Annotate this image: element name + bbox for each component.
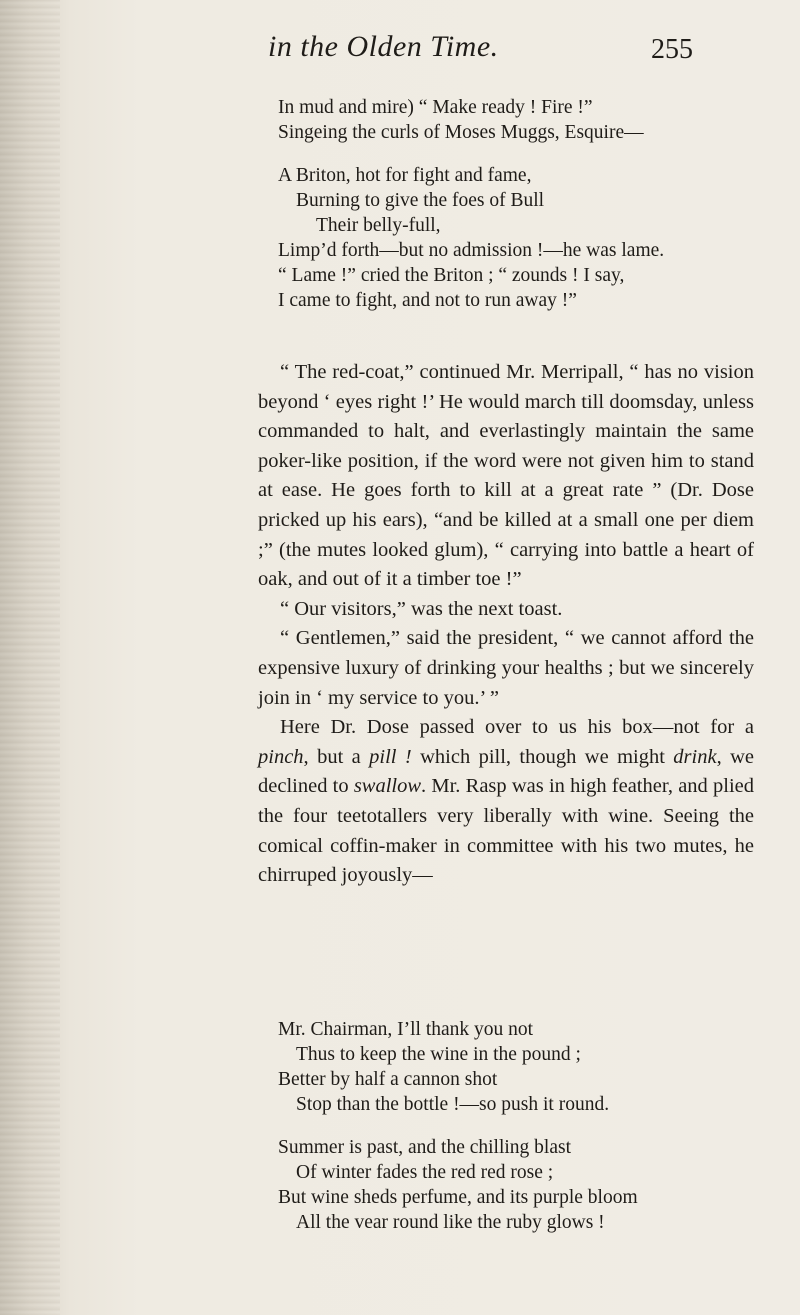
verse-line: A Briton, hot for fight and fame, [278, 165, 532, 186]
verse-line: I came to fight, and not to run away !” [278, 290, 577, 311]
verse-line: In mud and mire) “ Make ready ! Fire !” [278, 97, 593, 118]
italic-word: pinch [258, 745, 304, 768]
stanza-gap [278, 1117, 638, 1135]
paragraph: “ Gentlemen,” said the president, “ we cannot afford the expensive luxury of drinking your healths ; but we sincerely join in ‘ my service to you.’ ” [258, 627, 754, 709]
verse-line: “ Lame !” cried the Briton ; “ zounds ! I say, [278, 265, 625, 286]
page-number: 255 [651, 34, 693, 65]
verse-line: Burning to give the foes of Bull [296, 190, 545, 211]
verse-line: Stop than the bottle !—so push it round. [296, 1094, 610, 1115]
running-title: in the Olden Time. [268, 30, 499, 63]
verse-line: All the vear round like the ruby glows ! [296, 1212, 605, 1233]
verse-top [278, 95, 664, 313]
italic-word: swallow [353, 775, 422, 798]
verse-line: Their belly-full, [316, 215, 441, 236]
verse-line: Singeing the curls of Moses Muggs, Esquire— [278, 122, 644, 143]
paragraph: “ Our visitors,” was the next toast. [280, 597, 563, 620]
page-header [0, 30, 800, 80]
verse-line: Summer is past, and the chilling blast [278, 1137, 572, 1158]
verse-line: Thus to keep the wine in the pound ; [296, 1044, 581, 1065]
paragraph: Here Dr. Dose passed over to us his box—not for a pinch, but a pill ! which pill, though we might drink, we declined to swallow. Mr. Rasp was in high feather, and plied the four teetotallers very liberally with wine. Seeing the comical coffin-maker in committee with his two mutes, he chirruped joyously— [258, 716, 755, 887]
verse-line: Of winter fades the red red rose ; [296, 1162, 554, 1183]
verse-line: Mr. Chairman, I’ll thank you not [278, 1019, 534, 1040]
paragraph: “ The red-coat,” continued Mr. Merripall, “ has no vision beyond ‘ eyes right !’ He would march till doomsday, unless commanded to halt, and everlastingly maintain the same poker-like position, if the word were not given him to stand at ease. He goes forth to kill at a great rate ” (Dr. Dose pricked up his ears), “and be killed at a small one per diem ;” (the mutes looked glum), “ carrying into battle a heart of oak, and out of it a timber toe !” [258, 361, 754, 591]
verse-line: Better by half a cannon shot [278, 1069, 498, 1090]
prose-body [258, 358, 754, 891]
stanza-gap [278, 145, 664, 163]
verse-bottom [278, 1017, 638, 1235]
verse-line: Limp’d forth—but no admission !—he was lame. [278, 240, 665, 261]
italic-word: pill ! [369, 745, 412, 768]
italic-word: drink [673, 745, 717, 768]
page-gutter-shadow [0, 0, 60, 1315]
verse-line: But wine sheds perfume, and its purple bloom [278, 1187, 638, 1208]
